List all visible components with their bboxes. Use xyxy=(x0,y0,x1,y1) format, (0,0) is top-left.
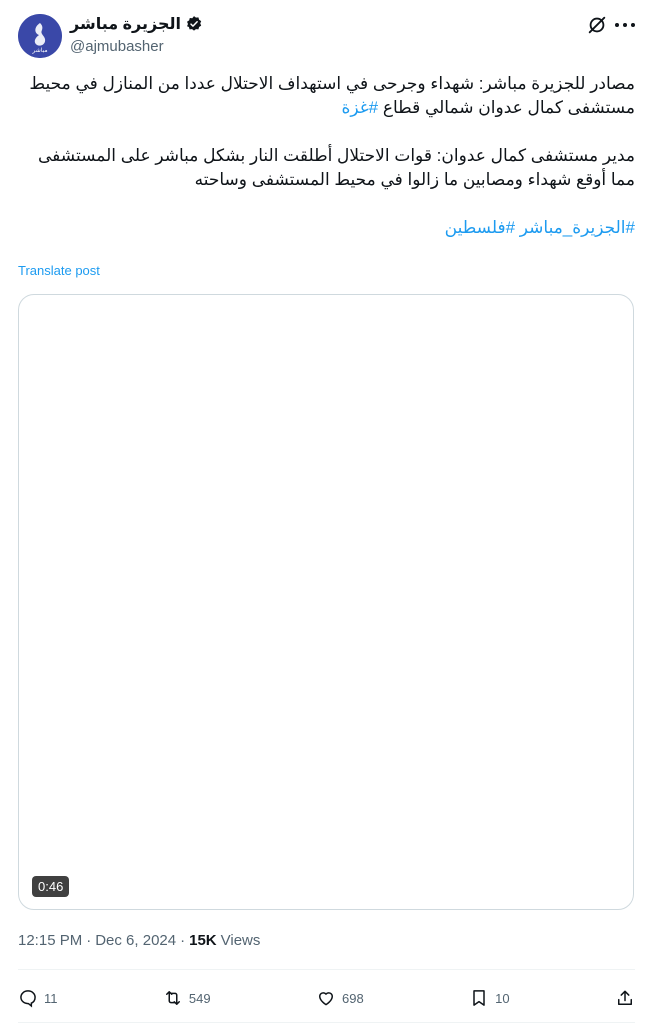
tweet-text xyxy=(18,72,635,240)
author-handle[interactable]: @ajmubasher xyxy=(70,38,164,55)
more-options-icon[interactable] xyxy=(612,14,638,36)
tweet-hashtags xyxy=(18,216,635,240)
meta-separator: · xyxy=(180,932,186,949)
translate-post-link[interactable]: Translate post xyxy=(18,263,100,278)
bookmark-button[interactable] xyxy=(469,988,509,1008)
repost-icon xyxy=(163,988,183,1008)
avatar-text: مباشر xyxy=(32,47,48,54)
author-name[interactable]: الجزيرة مباشر xyxy=(70,16,181,33)
like-button[interactable] xyxy=(316,988,364,1008)
meta-separator: · xyxy=(86,932,92,949)
video-duration-badge: 0:46 xyxy=(32,876,69,897)
bookmark-icon xyxy=(469,988,489,1008)
repost-count: 549 xyxy=(188,990,211,1006)
reply-button[interactable] xyxy=(18,988,58,1008)
post-time[interactable]: 12:15 PM xyxy=(18,932,83,949)
tweet-paragraph-1 xyxy=(18,72,635,120)
hashtag-aljazeera-mubasher[interactable]: #الجزيرة_مباشر xyxy=(519,218,635,237)
bookmark-count: 10 xyxy=(495,990,510,1006)
author-name-row[interactable] xyxy=(70,14,203,34)
paragraph-1-text: مصادر للجزيرة مباشر: شهداء وجرحى في استهداف الاحتلال عددا من المنازل في محيط مستشفى كمال عدوان شمالي قطاع xyxy=(29,74,635,117)
heart-icon xyxy=(316,988,336,1008)
hashtag-palestine[interactable]: #فلسطين xyxy=(444,218,516,237)
views-count: 15K xyxy=(189,932,217,949)
video-player[interactable] xyxy=(18,294,634,910)
tweet-paragraph-2: مدير مستشفى كمال عدوان: قوات الاحتلال أطلقت النار بشكل مباشر على المستشفى مما أوقع شهداء ومصابين ما زالوا في محيط المستشفى وساحته xyxy=(38,146,635,189)
divider xyxy=(18,969,635,970)
reply-icon xyxy=(18,988,38,1008)
share-button[interactable] xyxy=(615,988,635,1008)
aljazeera-logo-icon xyxy=(18,14,62,58)
grok-icon[interactable] xyxy=(586,14,608,36)
action-bar xyxy=(18,985,635,1011)
tweet-meta xyxy=(18,932,260,949)
share-icon xyxy=(615,988,635,1008)
avatar[interactable] xyxy=(18,14,62,58)
verified-badge-icon xyxy=(185,15,203,33)
views-label: Views xyxy=(220,932,261,949)
divider xyxy=(18,1022,635,1023)
like-count: 698 xyxy=(342,990,364,1006)
repost-button[interactable] xyxy=(163,988,211,1008)
post-date[interactable]: Dec 6, 2024 xyxy=(95,932,177,949)
hashtag-gaza[interactable]: #غزة xyxy=(341,98,379,117)
reply-count: 11 xyxy=(44,990,58,1006)
